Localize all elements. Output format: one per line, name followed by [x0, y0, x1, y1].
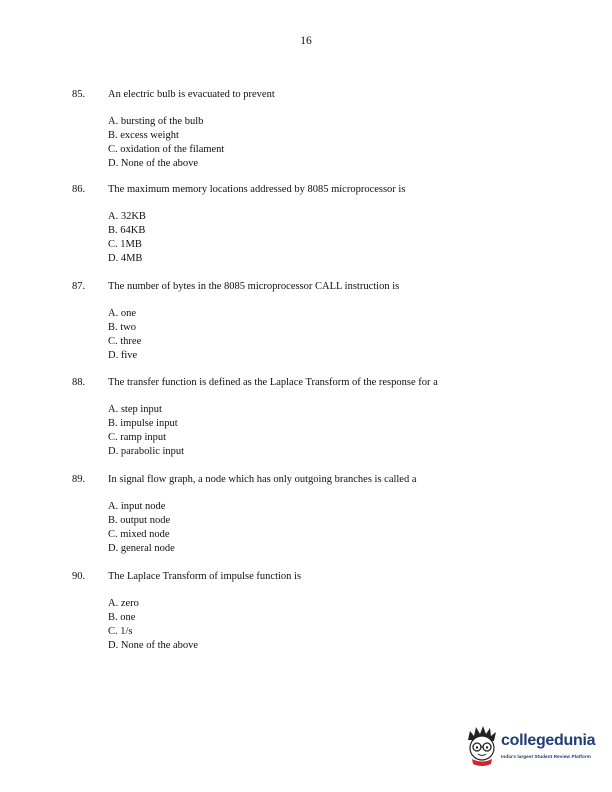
- option-b: B. excess weight: [108, 130, 179, 141]
- option-d: D. None of the above: [108, 640, 199, 651]
- option-c: C. 1MB: [108, 239, 142, 250]
- option-c: C. three: [108, 336, 142, 347]
- option-d: D. None of the above: [108, 158, 199, 169]
- question-text: An electric bulb is evacuated to prevent: [108, 89, 275, 100]
- question-text: The maximum memory locations addressed by 8085 microprocessor is: [108, 184, 406, 195]
- question-89: [72, 473, 552, 556]
- question-88: [72, 376, 552, 459]
- question-number: 85.: [72, 89, 86, 100]
- option-a: A. step input: [108, 404, 162, 415]
- question-number: 90.: [72, 571, 86, 582]
- question-text: The transfer function is defined as the Laplace Transform of the response for a: [108, 377, 438, 388]
- question-85: [72, 88, 552, 171]
- option-c: C. ramp input: [108, 432, 167, 443]
- question-number: 86.: [72, 184, 86, 195]
- page-number: 16: [300, 35, 312, 47]
- option-list: [108, 403, 552, 459]
- question-90: [72, 570, 552, 653]
- option-list: [108, 115, 552, 171]
- option-b: B. impulse input: [108, 418, 178, 429]
- option-list: [108, 210, 552, 266]
- question-number: 88.: [72, 377, 86, 388]
- collegedunia-logo: [464, 722, 604, 772]
- option-a: A. one: [108, 308, 136, 319]
- option-b: B. two: [108, 322, 137, 333]
- option-list: [108, 307, 552, 363]
- question-number: 89.: [72, 474, 86, 485]
- option-list: [108, 597, 552, 653]
- option-a: A. bursting of the bulb: [108, 116, 204, 127]
- option-b: B. one: [108, 612, 136, 623]
- option-d: D. general node: [108, 543, 175, 554]
- option-b: B. output node: [108, 515, 171, 526]
- option-list: [108, 500, 552, 556]
- option-a: A. input node: [108, 501, 166, 512]
- brand-name: collegedunia: [501, 732, 596, 749]
- option-a: A. zero: [108, 598, 139, 609]
- collegedunia-mascot-icon: [464, 724, 500, 768]
- question-86: [72, 183, 552, 266]
- option-c: C. oxidation of the filament: [108, 144, 225, 155]
- option-a: A. 32KB: [108, 211, 146, 222]
- question-text: In signal flow graph, a node which has only outgoing branches is called a: [108, 474, 417, 485]
- question-number: 87.: [72, 281, 86, 292]
- option-d: D. 4MB: [108, 253, 143, 264]
- option-c: C. mixed node: [108, 529, 170, 540]
- option-c: C. 1/s: [108, 626, 133, 637]
- brand-tagline: India's largest Student Review Platform: [501, 755, 591, 760]
- question-text: The Laplace Transform of impulse function is: [108, 571, 302, 582]
- question-87: [72, 280, 552, 363]
- option-b: B. 64KB: [108, 225, 146, 236]
- option-d: D. five: [108, 350, 138, 361]
- question-text: The number of bytes in the 8085 microprocessor CALL instruction is: [108, 281, 400, 292]
- option-d: D. parabolic input: [108, 446, 185, 457]
